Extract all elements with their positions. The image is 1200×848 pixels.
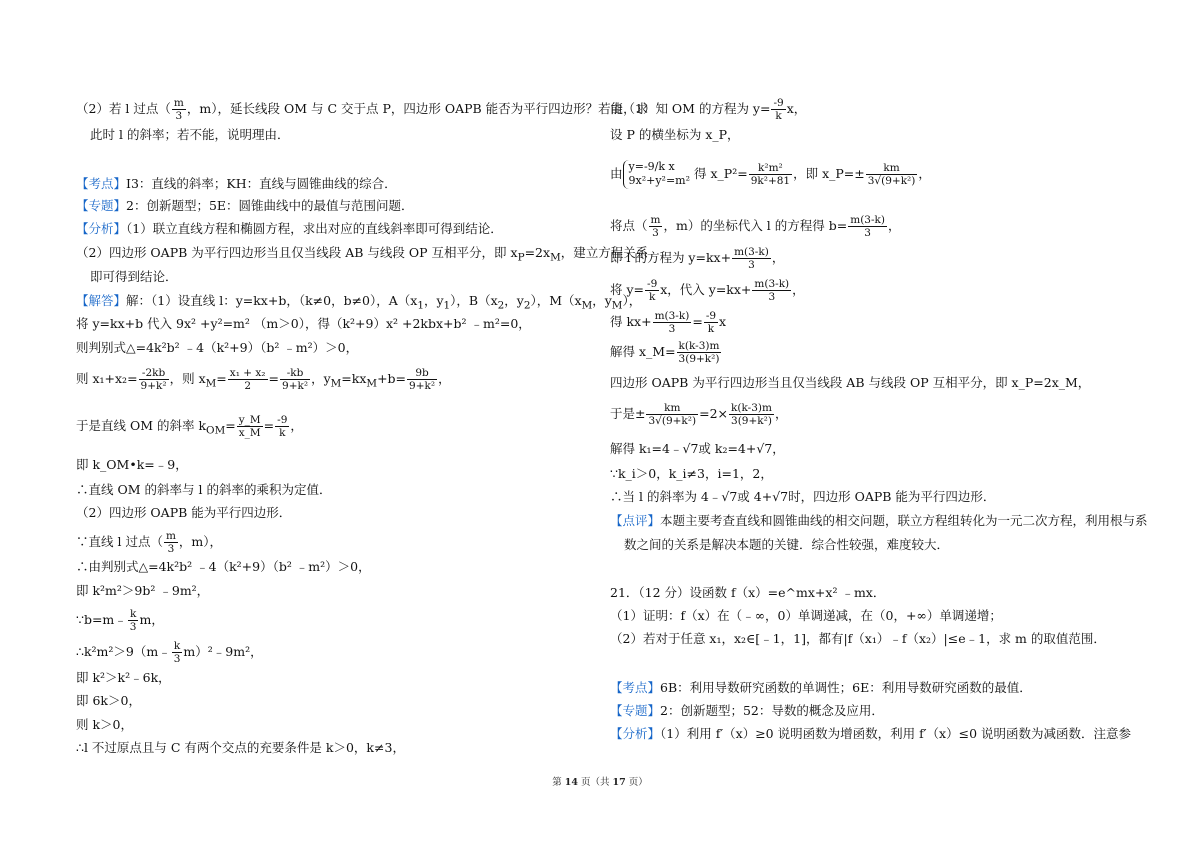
solution-line14: 即 k²＞k²﹣6k， <box>76 670 171 685</box>
jieda-line1: 【解答】解：（1）设直线 l：y=kx+b，（k≠0，b≠0），$A(x_1$，$y_1$），$B(x_2$，$y_2$），$M(x_M$，$y_M$）， <box>76 293 642 312</box>
solution-line3: 则判别式△=4k²b² ﹣4（k²+9）（b² ﹣m²）＞0， <box>76 340 359 355</box>
fenxi-line-21: 【分析】（1）利用 f′（x）≥0 说明函数为增函数，利用 f′（x）≤0 说明函数为减函数．注意参 <box>610 726 1131 741</box>
r-line4: 将点（ $\frac{m}{3}$ ，m）的坐标代入 l 的方程得 b= $\frac{m(3-k)}{3}$ ， <box>610 214 901 240</box>
solution-line15: 即 6k＞0， <box>76 693 141 708</box>
solution-line9: ∵直线 l 过点（ $\frac{m}{3}$ ，m）， <box>76 530 223 556</box>
question-21: 21．（12 分）设函数 f（x）=e^mx+x² ﹣mx． <box>610 585 886 600</box>
fraction: $\frac{m}{3}$ <box>173 97 184 123</box>
solution-line8: （2）四边形 OAPB 能为平行四边形． <box>76 505 292 520</box>
r-line2: 设 P 的横坐标为 x_P， <box>610 127 740 142</box>
question-21-part1: （1）证明：f（x）在（﹣∞，0）单调递减，在（0，+∞）单调递增； <box>610 608 1002 623</box>
kaodian-line-21: 【考点】6B：利用导数研究函数的单调性；6E：利用导数研究函数的最值． <box>610 680 1032 695</box>
r-line5: 即 l 的方程为 y=kx+ $\frac{m(3-k)}{3}$ ， <box>610 246 785 272</box>
question-21-part2: （2）若对于任意 x₁，x₂∈[﹣1，1]，都有|f（x₁）﹣f（x₂）|≤e﹣1，求 m 的取值范围． <box>610 631 1106 646</box>
r-line3: 由 y=-9/k x 9x²+y²=m² 得 x_P²= $\frac{\text{k²m²}}{\text{9k²+81}}$ ，即 x_P=± $\frac{km}{\text{3√(9+k²)}}$ ， <box>610 160 931 188</box>
page-footer: 第 14 页（共 17 页） <box>552 777 648 788</box>
solution-line16: 则 k＞0， <box>76 717 134 732</box>
dianping-line1: 【点评】本题主要考查直线和圆锥曲线的相交问题，联立方程组转化为一元二次方程，利用根与系 <box>610 513 1148 528</box>
r-line13: ∴当 l 的斜率为 4﹣√7或 4+√7时，四边形 OAPB 能为平行四边形． <box>610 489 996 504</box>
solution-line7: ∴直线 OM 的斜率与 l 的斜率的乘积为定值． <box>76 482 332 497</box>
equation-system: y=-9/k x 9x²+y²=m² <box>623 160 691 189</box>
solution-line12: ∵b=m﹣ $\frac{k}{3}$ m， <box>76 608 164 634</box>
solution-line5: 于是直线 OM 的斜率 $k_{OM}=$ $\frac{y\_M}{x\_M}$ = $\frac{-9}{k}$ ， <box>76 414 303 440</box>
r-line10: 于是± $\frac{km}{\text{3√(9+k²)}}$ =2× $\frac{k(k-3)m}{\text{3(9+k²)}}$ ， <box>610 402 788 428</box>
fenxi-line2: （2）四边形 OAPB 为平行四边形当且仅当线段 AB 与线段 OP 互相平分，即 $x_P=2x_M$，建立方程关系 <box>76 245 649 264</box>
r-line7: 得 kx+ $\frac{m(3-k)}{3}$ = $\frac{-9}{k}$ x <box>610 310 727 336</box>
solution-line10: ∴由判别式△=4k²b² ﹣4（k²+9）（b² ﹣m²）＞0， <box>76 559 371 574</box>
r-line1: 由（1）知 OM 的方程为 y= $\frac{-9}{k}$ x， <box>610 97 807 123</box>
fenxi-line1: 【分析】（1）联立直线方程和椭圆方程，求出对应的直线斜率即可得到结论． <box>76 221 503 236</box>
r-line11: 解得 k₁=4﹣√7或 k₂=4+√7， <box>610 441 785 456</box>
r-line12: ∵k_i＞0，k_i≠3，i=1，2， <box>610 466 773 481</box>
r-line8: 解得 x_M= $\frac{k(k-3)m}{\text{3(9+k²)}}$ <box>610 340 720 366</box>
kaodian-line: 【考点】I3：直线的斜率；KH：直线与圆锥曲线的综合． <box>76 176 397 191</box>
zhuanti-line: 【专题】2：创新题型；5E：圆锥曲线中的最值与范围问题． <box>76 198 414 213</box>
dianping-line2: 数之间的关系是解决本题的关键．综合性较强，难度较大． <box>624 537 950 552</box>
solution-line17: ∴l 不过原点且与 C 有两个交点的充要条件是 k＞0，k≠3， <box>76 740 405 755</box>
question-2-line2: 此时 l 的斜率；若不能，说明理由． <box>90 127 290 142</box>
solution-line2: 将 y=kx+b 代入 9x² +y²=m² （m＞0），得（k²+9）x² +2kbx+b² ﹣m²=0， <box>76 316 531 331</box>
solution-line4: 则 x₁+x₂= $\frac{-2kb}{\text{9+k²}}$ ，则 $x_M=$ $\frac{\text{x₁ + x₂}}{2}$ = $\frac{-kb}{\text{9+k²}}$ ，$y_M=kx_M+b=$ $\frac{9b}{\text{9+k²}}$ ， <box>76 367 451 393</box>
solution-line13: ∴k²m²＞9（m﹣ $\frac{k}{3}$ m）²﹣9m²， <box>76 640 263 666</box>
solution-line11: 即 k²m²＞9b² ﹣9m²， <box>76 583 210 598</box>
r-line9: 四边形 OAPB 为平行四边形当且仅当线段 AB 与线段 OP 互相平分，即 x_P=2x_M， <box>610 375 1091 390</box>
fenxi-line3: 即可得到结论． <box>90 269 178 284</box>
r-line6: 将 y= $\frac{-9}{k}$ x，代入 y=kx+ $\frac{m(3-k)}{3}$ ， <box>610 278 805 304</box>
question-2-line1: （2）若 l 过点（ $\frac{m}{3}$ ，m），延长线段 OM 与 C 交于点 P，四边形 OAPB 能否为平行四边形？若能，求 <box>76 97 649 123</box>
solution-line6: 即 k_OM•k=﹣9， <box>76 457 188 472</box>
zhuanti-line-21: 【专题】2：创新题型；52：导数的概念及应用． <box>610 703 884 718</box>
